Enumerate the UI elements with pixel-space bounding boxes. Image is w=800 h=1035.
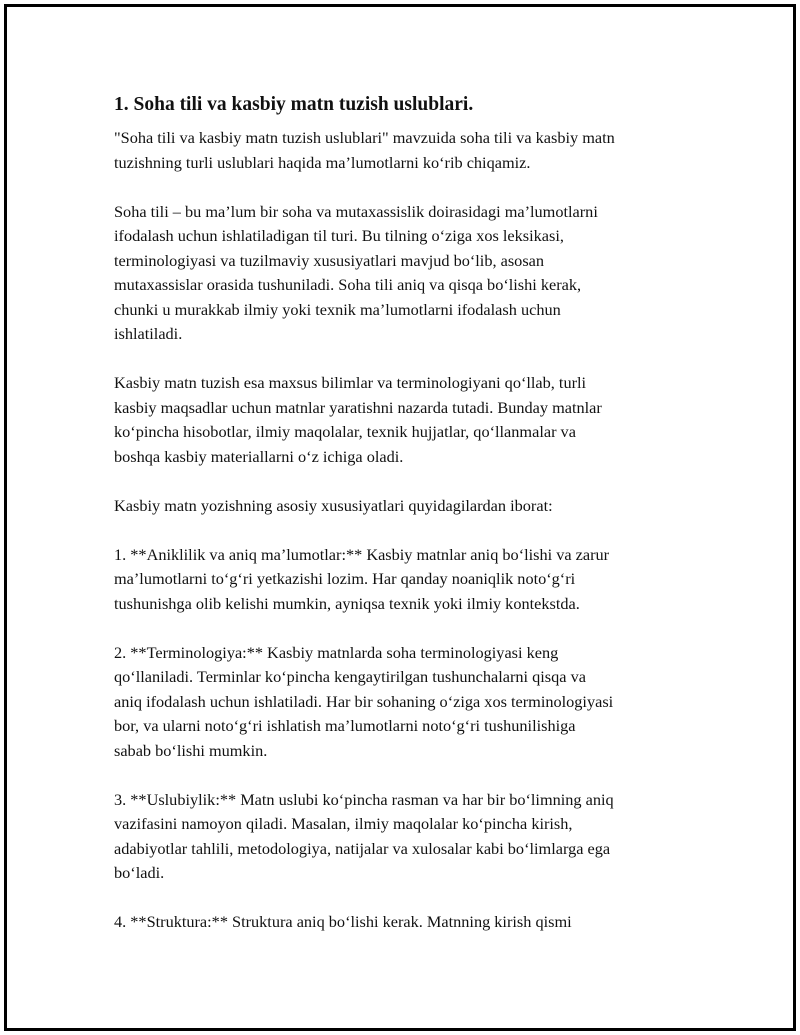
features-intro-paragraph: Kasbiy matn yozishning asosiy xususiyatlari quyidagilardan iborat: (114, 495, 553, 515)
list-item-aniqlik: 1. **Aniklilik va aniq ma’lumotlar:** Kasbiy matnlar aniq bo‘lishi va zarur ma’lumotlarni to‘g‘ri yetkazishi lozim. Har qanday noaniqlik noto‘g‘ri tushunishga olib kelishi mumkin, ayniqsa texnik yoki ilmiy kontekstda. (114, 544, 610, 613)
list-item-terminologiya: 2. **Terminologiya:** Kasbiy matnlarda soha terminologiyasi keng qo‘llaniladi. Terminlar ko‘pincha kengaytirilgan tushunchalarni qisqa va aniq ifodalash uchun ishlatiladi. Har bir sohaning o‘ziga xos terminologiyasi bor, va ularni noto‘g‘ri ishlatish ma’lumotlarni noto‘g‘ri tushunilishiga sabab bo‘lishi mumkin. (114, 642, 614, 760)
document-body (114, 92, 694, 959)
soha-tili-paragraph: Soha tili – bu ma’lum bir soha va mutaxassislik doirasidagi ma’lumotlarni ifodalash uchun ishlatiladigan til turi. Bu tilning o‘ziga xos leksikasi, terminologiyasi va tuzilmaviy xususiyatlari mavjud bo‘lib, asosan mutaxassislar orasida tushuniladi. Soha tili aniq va qisqa bo‘lishi kerak, chunki u murakkab ilmiy yoki texnik ma’lumotlarni ifodalash uchun ishlatiladi. (114, 201, 598, 343)
document-title: 1. Soha tili va kasbiy matn tuzish uslublari. (114, 94, 474, 115)
intro-paragraph: "Soha tili va kasbiy matn tuzish uslublari" mavzuida soha tili va kasbiy matn tuzishning turli uslublari haqida ma’lumotlarni ko‘rib chiqamiz. (114, 128, 615, 172)
kasbiy-matn-paragraph: Kasbiy matn tuzish esa maxsus bilimlar va terminologiyani qo‘llab, turli kasbiy maqsadlar uchun matnlar yaratishni nazarda tutadi. Bunday matnlar ko‘pincha hisobotlar, ilmiy maqolalar, texnik hujjatlar, qo‘llanmalar va boshqa kasbiy materiallarni o‘z ichiga oladi. (114, 373, 602, 466)
list-item-uslubiylik: 3. **Uslubiylik:** Matn uslubi ko‘pincha rasman va har bir bo‘limning aniq vazifasini namoyon qiladi. Masalan, ilmiy maqolalar ko‘pincha kirish, adabiyotlar tahlili, metodologiya, natijalar va xulosalar kabi bo‘limlarga ega bo‘ladi. (114, 789, 614, 882)
list-item-struktura: 4. **Struktura:** Struktura aniq bo‘lishi kerak. Matnning kirish qismi (114, 912, 572, 931)
